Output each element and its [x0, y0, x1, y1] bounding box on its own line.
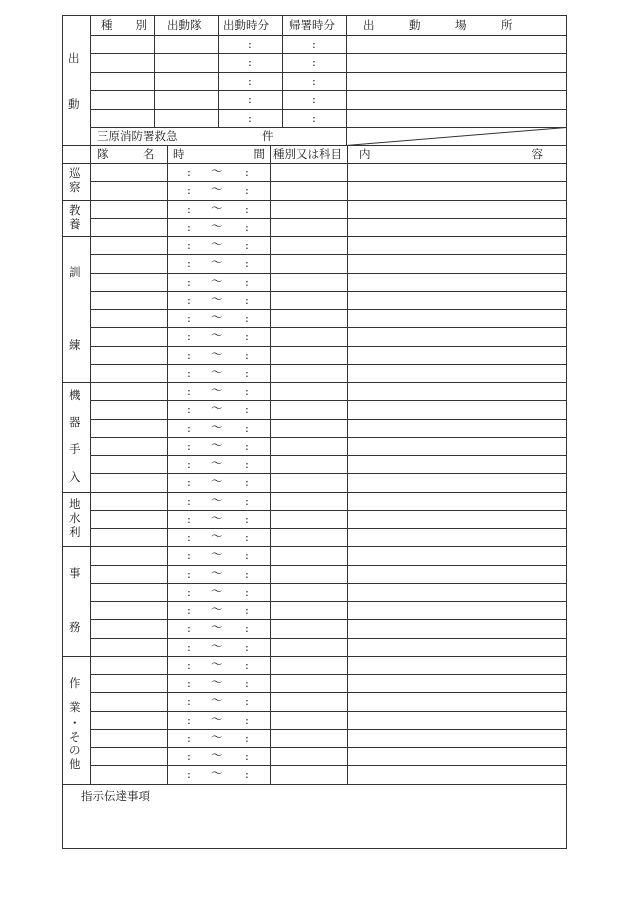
time-end-colon: :	[245, 548, 249, 563]
time-start-colon: :	[187, 749, 191, 763]
activity-row-line	[90, 309, 566, 310]
dispatch-header-team: 出動隊	[167, 18, 202, 32]
time-end-colon: :	[245, 384, 249, 398]
time-start-colon: :	[187, 183, 191, 198]
diagonal-line	[346, 127, 566, 146]
time-start-colon: :	[187, 201, 191, 216]
time-tilde: 〜	[211, 638, 223, 653]
time-tilde: 〜	[211, 218, 223, 233]
time-start-colon: :	[187, 676, 191, 690]
time-tilde: 〜	[211, 729, 223, 744]
dispatch-bottom-line	[63, 145, 566, 146]
section-label-char: 器	[69, 415, 81, 430]
time-start-colon: :	[187, 274, 191, 289]
time-start-colon: :	[187, 639, 191, 654]
time-end-colon: :	[245, 219, 249, 234]
activity-row-line	[90, 254, 566, 255]
activity-row-line	[90, 346, 566, 347]
section-label-char: 入	[69, 469, 81, 484]
activity-row-line	[90, 583, 566, 584]
activity-header-content: 内 容	[359, 147, 543, 161]
return-time-colon: :	[312, 92, 316, 107]
section-label-char: 地	[69, 496, 81, 511]
section-label-char: 業	[69, 699, 81, 714]
time-start-colon: :	[187, 657, 191, 672]
activity-row-line	[90, 400, 566, 401]
return-time-colon: :	[312, 110, 316, 125]
time-start-colon: :	[187, 530, 191, 544]
time-tilde: 〜	[211, 401, 223, 416]
time-end-colon: :	[245, 365, 249, 380]
time-start-colon: :	[187, 712, 191, 727]
time-end-colon: :	[245, 183, 249, 198]
time-tilde: 〜	[211, 547, 223, 562]
time-start-colon: :	[187, 493, 191, 508]
col-category-divider	[347, 145, 348, 784]
time-start-colon: :	[187, 238, 191, 252]
depart-time-colon: :	[248, 110, 252, 125]
section-label-char: 利	[69, 524, 81, 539]
time-tilde: 〜	[211, 255, 223, 270]
time-start-colon: :	[187, 365, 191, 380]
time-start-colon: :	[187, 730, 191, 745]
time-end-colon: :	[245, 292, 249, 307]
time-tilde: 〜	[211, 364, 223, 379]
time-end-colon: :	[245, 402, 249, 417]
time-start-colon: :	[187, 767, 191, 782]
time-end-colon: :	[245, 749, 249, 763]
activity-log-form	[62, 15, 567, 849]
time-end-colon: :	[245, 657, 249, 672]
dispatch-header-depart-time: 出動時分	[223, 18, 269, 32]
time-end-colon: :	[245, 256, 249, 271]
time-end-colon: :	[245, 329, 249, 344]
dispatch-header-line	[90, 35, 566, 36]
dispatch-row-line	[90, 90, 566, 91]
activity-row-line	[90, 419, 566, 420]
time-end-colon: :	[245, 347, 249, 362]
activity-row-line	[90, 437, 566, 438]
depart-time-colon: :	[248, 37, 252, 51]
time-start-colon: :	[187, 256, 191, 271]
time-tilde: 〜	[211, 346, 223, 361]
time-tilde: 〜	[211, 675, 223, 689]
time-tilde: 〜	[211, 656, 223, 671]
col-team-name-divider	[167, 145, 168, 784]
section-label-char: 手	[69, 442, 81, 457]
time-tilde: 〜	[211, 456, 223, 470]
activity-row-line	[90, 619, 566, 620]
section-label-char: 作	[69, 675, 81, 690]
time-start-colon: :	[187, 566, 191, 581]
time-end-colon: :	[245, 511, 249, 526]
time-end-colon: :	[245, 165, 249, 179]
time-start-colon: :	[187, 311, 191, 325]
activity-header-team-name: 隊 名	[97, 147, 155, 161]
time-tilde: 〜	[211, 437, 223, 452]
section-label-char: 察	[69, 180, 81, 195]
time-start-colon: :	[187, 475, 191, 490]
time-start-colon: :	[187, 694, 191, 709]
time-tilde: 〜	[211, 565, 223, 580]
depart-time-colon: :	[248, 55, 252, 70]
time-start-colon: :	[187, 420, 191, 435]
depart-time-colon: :	[248, 92, 252, 107]
time-start-colon: :	[187, 584, 191, 599]
section-label-char: 訓	[69, 264, 81, 279]
time-end-colon: :	[245, 621, 249, 636]
section-bottom-line	[63, 546, 566, 547]
time-tilde: 〜	[211, 200, 223, 215]
return-time-colon: :	[312, 73, 316, 88]
section-label-char: 他	[69, 756, 81, 771]
ambulance-label: 三原消防署救急	[97, 129, 178, 143]
time-end-colon: :	[245, 530, 249, 544]
section-bottom-line	[63, 656, 566, 657]
activity-row-line	[90, 765, 566, 766]
activity-row-line	[90, 455, 566, 456]
time-start-colon: :	[187, 329, 191, 344]
time-tilde: 〜	[211, 711, 223, 726]
time-end-colon: :	[245, 767, 249, 782]
section-label-char: 水	[69, 510, 81, 525]
ambulance-unit: 件	[262, 129, 274, 143]
section-label-char: 養	[69, 216, 81, 231]
time-start-colon: :	[187, 347, 191, 362]
time-tilde: 〜	[211, 583, 223, 598]
activity-row-line	[90, 291, 566, 292]
time-end-colon: :	[245, 274, 249, 289]
section-label-char: 機	[69, 387, 81, 402]
time-tilde: 〜	[211, 419, 223, 434]
activity-section-divider	[90, 145, 91, 784]
time-start-colon: :	[187, 603, 191, 617]
section-bottom-line	[63, 382, 566, 383]
activity-row-line	[90, 327, 566, 328]
activity-header-time: 時 間	[173, 147, 265, 161]
time-end-colon: :	[245, 694, 249, 709]
time-end-colon: :	[245, 457, 249, 471]
activity-row-line	[90, 473, 566, 474]
section-label-char: 務	[69, 620, 81, 635]
section-bottom-line	[63, 236, 566, 237]
instructions-label: 指示伝達事項	[81, 788, 150, 803]
depart-time-colon: :	[248, 73, 252, 88]
time-end-colon: :	[245, 730, 249, 745]
section-label-char: 練	[69, 337, 81, 352]
time-tilde: 〜	[211, 620, 223, 635]
activity-row-line	[90, 729, 566, 730]
section-bottom-line	[63, 784, 566, 785]
time-start-colon: :	[187, 219, 191, 234]
activity-row-line	[90, 273, 566, 274]
section-bottom-line	[63, 492, 566, 493]
dispatch-row-line	[90, 109, 566, 110]
col-time-divider	[270, 145, 271, 784]
time-tilde: 〜	[211, 273, 223, 288]
time-start-colon: :	[187, 165, 191, 179]
activity-row-line	[90, 711, 566, 712]
time-start-colon: :	[187, 511, 191, 526]
time-tilde: 〜	[211, 164, 223, 178]
time-start-colon: :	[187, 548, 191, 563]
time-end-colon: :	[245, 712, 249, 727]
dispatch-row-line	[90, 72, 566, 73]
dispatch-row-line	[90, 53, 566, 54]
activity-row-line	[90, 692, 566, 693]
activity-row-line	[90, 510, 566, 511]
section-label-char: 教	[69, 202, 81, 217]
time-end-colon: :	[245, 238, 249, 252]
time-start-colon: :	[187, 292, 191, 307]
time-tilde: 〜	[211, 693, 223, 708]
dispatch-header-location: 出 動 場 所	[363, 18, 513, 32]
time-start-colon: :	[187, 438, 191, 453]
activity-row-line	[90, 638, 566, 639]
return-time-colon: :	[312, 37, 316, 51]
time-end-colon: :	[245, 475, 249, 490]
time-tilde: 〜	[211, 383, 223, 397]
time-start-colon: :	[187, 457, 191, 471]
section-label-char: の	[69, 742, 81, 757]
time-tilde: 〜	[211, 291, 223, 306]
activity-row-line	[90, 674, 566, 675]
time-tilde: 〜	[211, 510, 223, 525]
activity-row-line	[90, 364, 566, 365]
time-tilde: 〜	[211, 602, 223, 616]
time-tilde: 〜	[211, 237, 223, 251]
activity-row-line	[90, 528, 566, 529]
activity-header-category: 種別又は科目	[273, 147, 342, 161]
dispatch-section-char: 動	[68, 97, 80, 111]
time-end-colon: :	[245, 438, 249, 453]
time-end-colon: :	[245, 201, 249, 216]
time-end-colon: :	[245, 639, 249, 654]
time-end-colon: :	[245, 493, 249, 508]
time-end-colon: :	[245, 584, 249, 599]
time-tilde: 〜	[211, 182, 223, 197]
dispatch-section-char: 出	[68, 51, 80, 65]
time-start-colon: :	[187, 384, 191, 398]
section-label-char: 事	[69, 565, 81, 580]
time-tilde: 〜	[211, 474, 223, 489]
section-label-char: そ	[69, 729, 81, 744]
dispatch-header-type: 種 別	[101, 18, 147, 32]
time-tilde: 〜	[211, 328, 223, 343]
time-tilde: 〜	[211, 748, 223, 762]
activity-row-line	[90, 218, 566, 219]
time-tilde: 〜	[211, 492, 223, 507]
activity-row-line	[90, 181, 566, 182]
activity-row-line	[90, 565, 566, 566]
time-end-colon: :	[245, 420, 249, 435]
section-label-char: ・	[69, 715, 81, 730]
time-end-colon: :	[245, 566, 249, 581]
time-tilde: 〜	[211, 529, 223, 543]
activity-header-line	[63, 163, 566, 164]
time-start-colon: :	[187, 621, 191, 636]
time-end-colon: :	[245, 676, 249, 690]
section-bottom-line	[63, 200, 566, 201]
return-time-colon: :	[312, 55, 316, 70]
dispatch-row-line	[90, 127, 566, 128]
time-tilde: 〜	[211, 766, 223, 781]
section-label-char: 巡	[69, 166, 81, 181]
activity-row-line	[90, 747, 566, 748]
time-end-colon: :	[245, 603, 249, 617]
time-start-colon: :	[187, 402, 191, 417]
time-end-colon: :	[245, 311, 249, 325]
dispatch-header-return-time: 帰署時分	[289, 18, 335, 32]
activity-row-line	[90, 601, 566, 602]
time-tilde: 〜	[211, 310, 223, 324]
